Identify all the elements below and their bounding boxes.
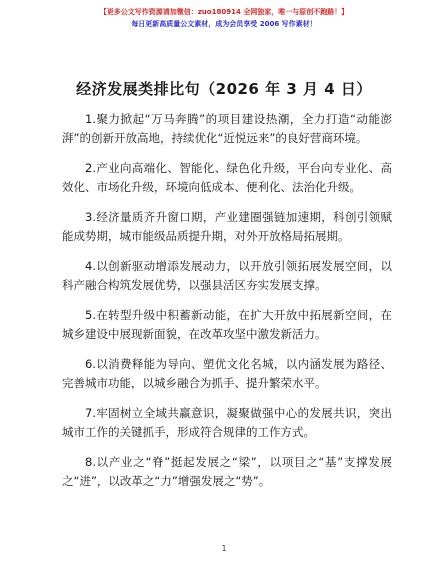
list-item: 3.经济量质齐升窗口期，产业建圈强链加速期，科创引领赋能成势期，城市能级品质提升期，对外开放格局拓展期。 — [62, 210, 392, 243]
list-item: 8.以产业之“脊”挺起发展之“梁”，以项目之“基”支撑发展之“进”，以改革之“力”增强发展之“势”。 — [62, 455, 392, 488]
list-item: 2.产业向高端化、智能化、绿色化升级，平台向专业化、高效化、市场化升级，环境向低成本、便利化、法治化升级。 — [62, 161, 392, 194]
list-item: 4.以创新驱动增添发展动力，以开放引领拓展发展空间，以科产融合构筑发展优势，以强县活区夯实发展支撑。 — [62, 259, 392, 292]
page-number: 1 — [221, 544, 227, 553]
promo-line-2: 每日更新高质量公文素材，成为会员享受 2006 写作素材！ — [131, 20, 317, 28]
promo-line-1: 【更多公文写作资源请加微信：zuo180914 全网独家，唯一与原创不跑路！】 — [99, 8, 349, 16]
list-item: 7.牢固树立全域共赢意识，凝聚做强中心的发展共识，突出城市工作的关键抓手，形成符合规律的工作方式。 — [62, 406, 392, 439]
list-item: 1.聚力掀起“万马奔腾”的项目建设热潮，全力打造“动能澎湃”的创新开放高地，持续优化“近悦远来”的良好营商环境。 — [62, 112, 392, 145]
promo-banner — [0, 6, 448, 30]
sentence-list — [62, 110, 392, 502]
list-item: 5.在转型升级中积蓄新动能，在扩大开放中拓展新空间，在城乡建设中展现新面貌，在改革攻坚中激发新活力。 — [62, 308, 392, 341]
document-title: 经济发展类排比句（2026 年 3 月 4 日） — [76, 80, 372, 98]
list-item: 6.以消费释能为导向、塑优文化名城，以内涵发展为路径、完善城市功能，以城乡融合为抓手、提升繁荣水平。 — [62, 357, 392, 390]
